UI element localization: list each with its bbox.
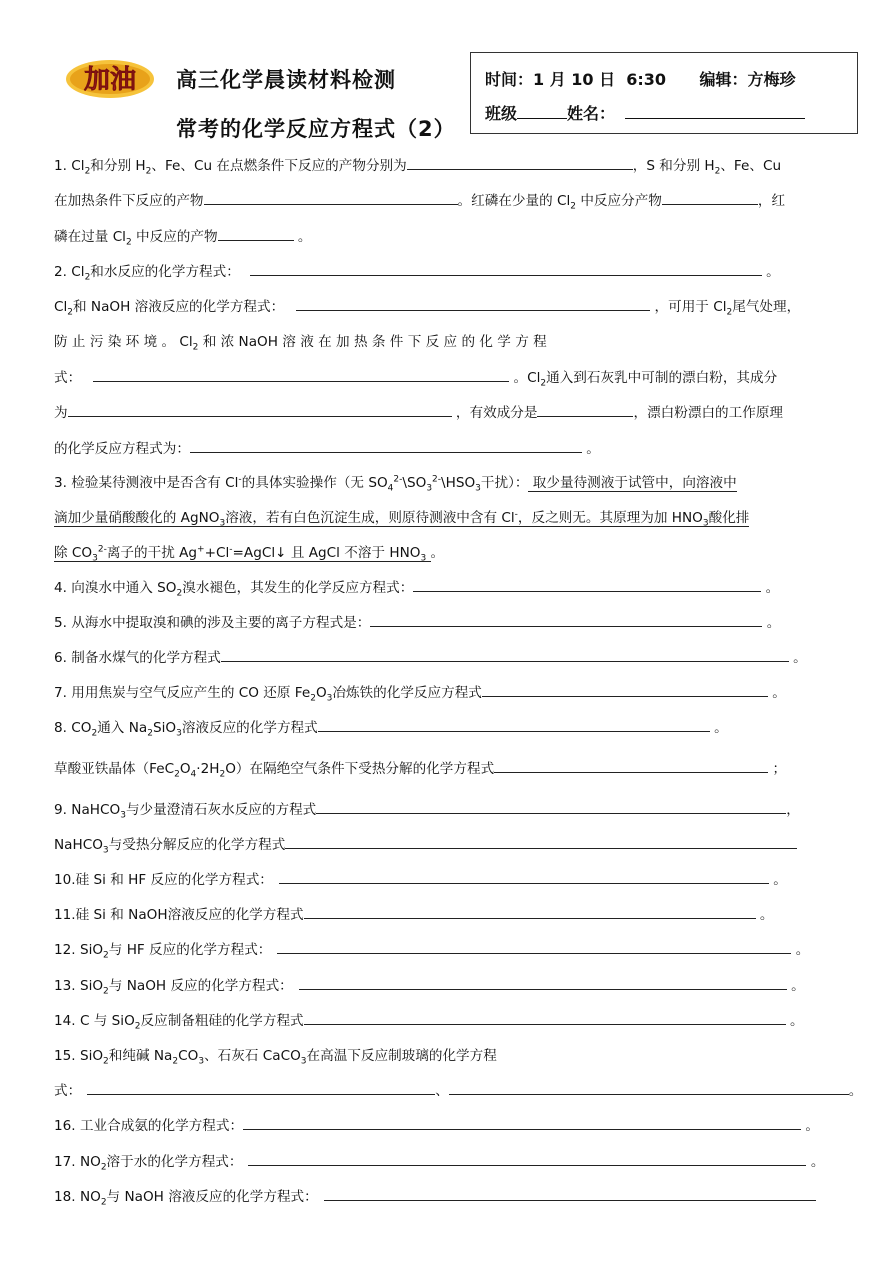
subscript: 2	[176, 588, 183, 599]
answer-blank[interactable]	[407, 157, 633, 170]
question-text: 7. 用用焦炭与空气反应产生的 CO 还原 Fe	[54, 685, 311, 701]
question-text: 。	[789, 1013, 804, 1029]
answer-blank[interactable]	[296, 298, 650, 311]
question-text: 磷在过量 Cl	[54, 229, 126, 245]
subscript: 2	[100, 1162, 107, 1173]
question-text: 。红磷在少量的 Cl	[457, 193, 571, 209]
q1-line3	[54, 228, 838, 246]
question-text: 通入 Na	[97, 720, 148, 736]
question-text: ，S 和分别 H	[632, 158, 715, 174]
q2-line3	[54, 333, 838, 351]
question-text: 3. 检验某待测液中是否含有 Cl	[54, 475, 239, 491]
answer-blank[interactable]	[304, 906, 756, 919]
question-text: 和 NaOH 溶液反应的化学方程式：	[73, 299, 285, 315]
subscript: 2	[145, 166, 152, 177]
question-text: 。	[430, 545, 445, 561]
answer-blank[interactable]	[204, 192, 458, 205]
subscript: 3	[426, 483, 433, 494]
question-text: 13. SiO	[54, 978, 104, 994]
subscript: 3	[702, 518, 709, 529]
question-text: ，	[786, 802, 800, 818]
subscript: 3	[92, 553, 98, 564]
answer-blank[interactable]	[218, 228, 294, 241]
question-text: 。	[793, 650, 807, 666]
question-text: 、	[435, 1083, 449, 1099]
question-text: 和 浓 NaOH 溶 液 在 加 热 条 件 下 反 应 的 化 学 方 程	[198, 334, 547, 350]
answer-blank[interactable]	[285, 836, 797, 849]
q15-line2	[54, 1082, 863, 1100]
info-row-time	[485, 67, 796, 90]
q13-line	[54, 977, 838, 995]
subscript: 3	[219, 518, 226, 529]
answer-blank[interactable]	[87, 1082, 435, 1095]
question-text: 17. NO	[54, 1154, 101, 1170]
question-text: 溶液反应的化学方程式	[181, 720, 318, 736]
answer-blank[interactable]	[318, 719, 710, 732]
q18-line	[54, 1188, 838, 1206]
question-text: \SO	[402, 475, 427, 491]
question-text: 与 NaOH 溶液反应的化学方程式：	[106, 1189, 318, 1205]
q1-line2	[54, 192, 838, 210]
answer-blank[interactable]	[190, 440, 582, 453]
question-text	[54, 510, 749, 527]
subscript: 2	[192, 342, 199, 353]
question-text: 8. CO	[54, 720, 92, 736]
answer-blank[interactable]	[243, 1117, 801, 1130]
question-text: 2. Cl	[54, 264, 85, 280]
subscript: 2	[570, 201, 577, 212]
question-text: 反应制备粗硅的化学方程式	[140, 1013, 304, 1029]
subscript: 3	[176, 728, 182, 739]
editor-label: 编辑：方梅珍	[699, 70, 796, 89]
question-text: 溶液，若有白色沉淀生成，则原待测液中含有 Cl	[225, 510, 515, 526]
question-text: 。	[586, 441, 600, 457]
question-text: 和纯碱 Na	[108, 1048, 173, 1064]
question-text: 6. 制备水煤气的化学方程式	[54, 650, 221, 666]
answer-blank[interactable]	[304, 1012, 786, 1025]
question-text: 为	[54, 405, 68, 421]
q12-line	[54, 941, 838, 959]
subscript: 3	[120, 810, 126, 821]
question-text: 、石灰石 CaCO	[204, 1048, 301, 1064]
q10-line	[54, 871, 838, 889]
question-text: 12. SiO	[54, 942, 104, 958]
page-title: 高三化学晨读材料检测	[176, 68, 396, 92]
answer-blank[interactable]	[277, 941, 791, 954]
q7-line	[54, 684, 838, 702]
question-text: ，反之则无。其原理为加 HNO	[517, 510, 703, 526]
question-text: O	[179, 761, 191, 777]
superscript: -	[514, 509, 518, 520]
question-text: 。	[795, 942, 810, 958]
superscript: +	[197, 544, 205, 555]
question-text: O）在隔绝空气条件下受热分解的化学方程式	[225, 761, 495, 777]
question-text: 1. Cl	[54, 158, 85, 174]
subscript: 2	[714, 166, 721, 177]
question-text: 的具体实验操作（无 SO	[241, 475, 388, 491]
answer-blank[interactable]	[324, 1188, 816, 1201]
logo-text: 加油	[83, 65, 137, 95]
question-text: ，漂白粉漂白的工作原理	[633, 405, 784, 421]
question-text: 与少量澄清石灰水反应的方程式	[125, 802, 317, 818]
answer-blank[interactable]	[299, 977, 787, 990]
question-text: 11.硅 Si 和 NaOH溶液反应的化学方程式	[54, 907, 304, 923]
question-text: 防 止 污 染 环 境 。 Cl	[54, 334, 193, 350]
superscript: -	[229, 544, 233, 555]
question-text: 。	[791, 978, 805, 994]
question-text: 尾气处理，	[732, 299, 801, 315]
question-text: 。	[810, 1154, 825, 1170]
answer-blank[interactable]	[413, 579, 761, 592]
question-text: 与 HF 反应的化学方程式：	[108, 942, 272, 958]
question-text: 。	[714, 720, 728, 736]
subscript: 3	[300, 1056, 307, 1067]
question-text: 滴加少量硝酸酸化的 AgNO	[54, 510, 220, 526]
subscript: 2	[219, 769, 226, 780]
answer-blank[interactable]	[248, 1153, 806, 1166]
superscript: -	[238, 474, 242, 485]
q9b-line	[54, 836, 838, 854]
question-text: 和水反应的化学方程式：	[90, 264, 240, 280]
subscript: 3	[198, 1056, 205, 1067]
subscript: 2	[103, 1056, 109, 1067]
question-text: 式：	[54, 1083, 82, 1099]
question-text: Cl	[54, 299, 68, 315]
q5-line	[54, 614, 838, 632]
q6-line	[54, 649, 838, 667]
question-text: 14. C 与 SiO	[54, 1013, 135, 1029]
info-box	[470, 52, 858, 134]
question-text: 中反应的产物	[131, 229, 218, 245]
question-text: 式：	[54, 370, 82, 386]
question-text: 通入到石灰乳中可制的漂白粉，其成分	[546, 370, 778, 386]
question-text: 除 CO	[54, 545, 93, 561]
question-text: ，可用于 Cl	[654, 299, 727, 315]
question-text: ；	[772, 761, 787, 777]
q8b-line	[54, 760, 838, 778]
question-text: SiO	[152, 720, 177, 736]
superscript: 2-	[432, 474, 442, 485]
subscript: 2	[174, 769, 180, 780]
question-text: CO	[178, 1048, 199, 1064]
question-text: 与 NaOH 反应的化学方程式：	[108, 978, 293, 994]
q16-line	[54, 1117, 838, 1135]
q3-line1	[54, 474, 838, 492]
subscript: 2	[103, 986, 109, 997]
name-label: 姓名：	[567, 104, 616, 123]
question-text: 在高温下反应制玻璃的化学方程	[306, 1048, 497, 1064]
question-text: 草酸亚铁晶体（FeC	[54, 761, 175, 777]
q2-line4	[54, 369, 838, 387]
question-text: 离子的干扰 Ag	[106, 545, 198, 561]
question-text: 。	[759, 907, 774, 923]
class-label: 班级	[485, 104, 518, 123]
question-text: 。Cl	[513, 370, 541, 386]
subscript: 2	[84, 272, 91, 283]
answer-blank[interactable]	[662, 192, 758, 205]
answer-blank[interactable]	[93, 369, 509, 382]
question-text: 和分别 H	[90, 158, 146, 174]
subscript: 2	[103, 950, 109, 961]
question-text: 。	[766, 615, 781, 631]
question-text: +Cl	[204, 545, 230, 561]
subscript: 2	[100, 1197, 107, 1208]
subscript: 2	[67, 307, 74, 318]
time-label: 时间：1 月 10 日 6:30	[485, 70, 667, 89]
question-text: 15. SiO	[54, 1048, 104, 1064]
question-text: 5. 从海水中提取溴和碘的涉及主要的离子方程式是：	[54, 615, 371, 631]
subscript: 2	[134, 1021, 141, 1032]
answer-blank[interactable]	[68, 404, 452, 417]
question-text: 16. 工业合成氨的化学方程式：	[54, 1118, 244, 1134]
q15-line1	[54, 1047, 838, 1065]
superscript: 2-	[393, 474, 403, 485]
subscript: 3	[326, 693, 333, 704]
question-text: NaHCO	[54, 837, 103, 853]
answer-blank[interactable]	[279, 871, 769, 884]
subscript: 3	[420, 553, 427, 564]
subscript: 2	[726, 307, 733, 318]
subscript: 4	[387, 483, 394, 494]
question-text: 、Fe、Cu 在点燃条件下反应的产物分别为	[151, 158, 407, 174]
q11-line	[54, 906, 838, 924]
logo-jiayou	[64, 58, 156, 100]
q3-line3	[54, 544, 838, 562]
q2-line1	[54, 263, 838, 281]
question-text: =AgCl↓ 且 AgCl 不溶于 HNO	[232, 545, 421, 561]
answer-blank[interactable]	[316, 801, 786, 814]
question-text: 干扰）：	[480, 475, 529, 491]
question-text: O	[315, 685, 327, 701]
answer-blank[interactable]	[221, 649, 789, 662]
subscript: 3	[102, 845, 109, 856]
question-text: ·2H	[196, 761, 220, 777]
answer-blank[interactable]	[494, 760, 768, 773]
question-text: 酸化排	[708, 510, 750, 526]
subscript: 2	[91, 728, 98, 739]
class-field[interactable]	[517, 102, 567, 119]
q4-line	[54, 579, 838, 597]
q2-line2	[54, 298, 838, 316]
superscript: 2-	[97, 544, 107, 555]
question-text: 、Fe、Cu	[720, 158, 782, 174]
subscript: 2	[540, 378, 547, 389]
question-text: 。	[293, 229, 312, 245]
question-text: 。	[848, 1083, 863, 1099]
subscript: 4	[190, 769, 197, 780]
info-row-student	[485, 101, 805, 124]
answer-blank[interactable]	[537, 404, 633, 417]
question-text: 在加热条件下反应的产物	[54, 193, 204, 209]
question-text: 4. 向溴水中通入 SO	[54, 580, 177, 596]
answer-blank[interactable]	[250, 263, 762, 276]
question-text: ，红	[757, 193, 786, 209]
answer-blank[interactable]	[449, 1082, 849, 1095]
subscript: 2	[172, 1056, 179, 1067]
answer-blank[interactable]	[482, 684, 768, 697]
q3-line2	[54, 509, 838, 527]
subscript: 2	[147, 728, 153, 739]
question-text: ，有效成分是	[455, 405, 538, 421]
subscript: 2	[84, 166, 91, 177]
question-text: 溶于水的化学方程式：	[106, 1154, 243, 1170]
question-text: 。	[805, 1118, 819, 1134]
subscript: 3	[475, 483, 481, 494]
question-text	[54, 545, 431, 562]
q9-line	[54, 801, 838, 819]
question-text: 。	[765, 580, 780, 596]
name-field[interactable]	[625, 102, 805, 119]
question-text: 中反应分产物	[576, 193, 662, 209]
page-subtitle: 常考的化学反应方程式（2）	[176, 117, 456, 141]
question-text: 冶炼铁的化学反应方程式	[332, 685, 482, 701]
q8-line	[54, 719, 838, 737]
question-text: 。	[766, 264, 780, 280]
question-text: 与受热分解反应的化学方程式	[108, 837, 286, 853]
question-text: 取少量待测液于试管中，向溶液中	[528, 475, 737, 491]
answer-blank[interactable]	[370, 614, 762, 627]
subscript: 2	[310, 693, 316, 704]
q2-line6	[54, 440, 838, 458]
question-text: 9. NaHCO	[54, 802, 121, 818]
subscript: 2	[125, 237, 132, 248]
question-text: 溴水褪色，其发生的化学反应方程式：	[182, 580, 414, 596]
question-text: 。	[772, 685, 786, 701]
question-text: 的化学反应方程式为：	[54, 441, 190, 457]
q14-line	[54, 1012, 838, 1030]
question-text: \HSO	[441, 475, 476, 491]
question-text: 18. NO	[54, 1189, 101, 1205]
question-text: 10.硅 Si 和 HF 反应的化学方程式：	[54, 872, 273, 888]
q17-line	[54, 1153, 838, 1171]
q1-line1	[54, 157, 838, 175]
q2-line5	[54, 404, 838, 422]
question-text: 。	[773, 872, 787, 888]
